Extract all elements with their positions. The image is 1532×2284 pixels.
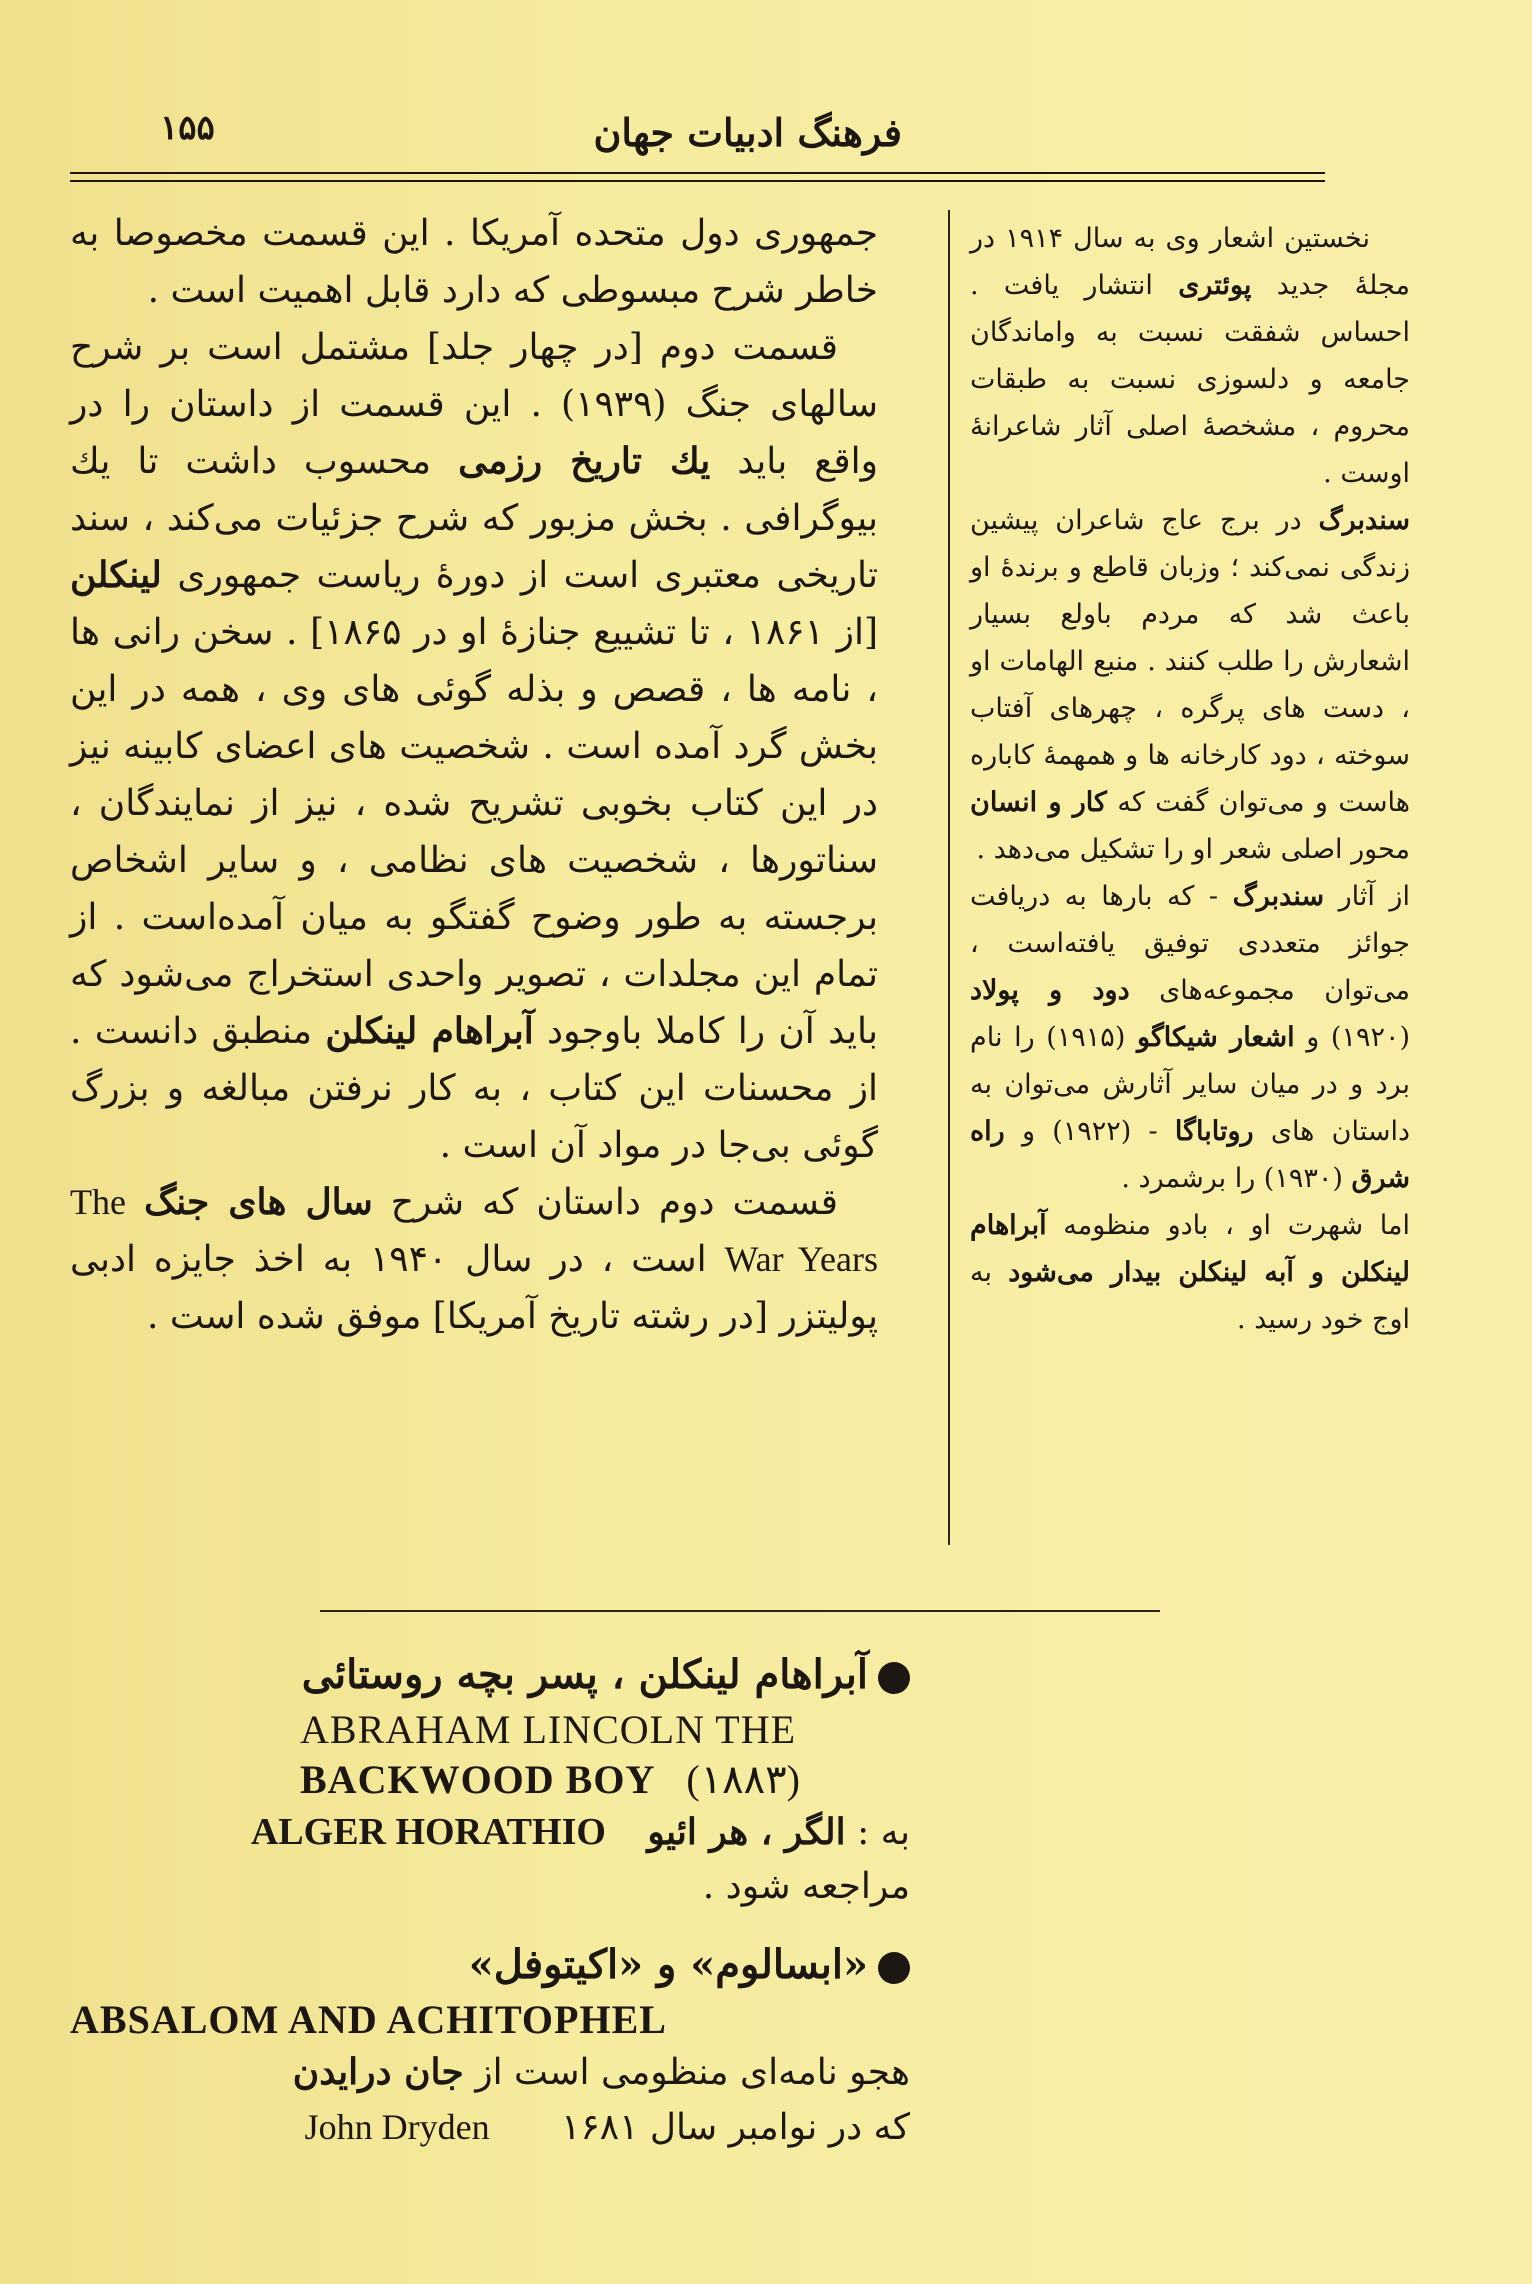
entry2-line-2	[70, 2100, 910, 2155]
entry2-line-2-fa: که در نوامبر سال ۱۶۸۱	[561, 2107, 910, 2148]
entry2-line-1-bold: جان درایدن	[292, 2051, 464, 2093]
page-number: ۱۵۵	[160, 108, 215, 148]
main-p3-latin-title: The War Years	[70, 1182, 878, 1279]
side-paragraph-4	[970, 1202, 1410, 1343]
main-p2-bold-2: لینکلن	[70, 554, 162, 596]
header-rule	[70, 172, 1325, 182]
main-p2-text-d: منطبق دانست . از محسنات این کتاب ، به کار نرفتن مبالغه و بزرگ گوئی بی‌جا در مواد آن است .	[70, 1011, 878, 1166]
column-divider	[948, 210, 950, 1545]
entry1-english-line-2	[70, 1755, 910, 1805]
entry2-title	[70, 1935, 910, 1995]
side-p3-bold-4: روتاباگا	[1174, 1116, 1254, 1147]
section-rule	[320, 1610, 1160, 1612]
side-p3-text-c: (۱۹۲۰) و	[1306, 1022, 1410, 1053]
entry1-ref-prefix: به :	[857, 1812, 910, 1853]
main-p3-text-b: است ، در سال ۱۹۴۰ به اخذ جایزه ادبی پولیتزر [در رشته تاریخ آمریکا] موفق شده است .	[70, 1239, 878, 1337]
side-p3-text-b: - که بارها به دریافت جوائز متعددی توفیق یافته‌است ، می‌توان مجموعه‌های	[970, 881, 1411, 1006]
side-p3-bold-5: راه شرق	[970, 1116, 1410, 1194]
entry2-line-1-text: هجو نامه‌ای منظومی است از	[475, 2052, 910, 2093]
side-p2-bold-2: کار و انسان	[970, 787, 1107, 818]
bullet-icon	[878, 1952, 910, 1984]
bullet-icon	[878, 1662, 910, 1694]
side-p3-bold-1: سندبرگ	[1232, 881, 1325, 912]
side-p3-text-d: (۱۹۱۵) را نام برد و در میان سایر آثارش می‌توان به داستان های	[970, 1022, 1410, 1147]
side-p3-bold-3: اشعار شیکاگو	[1137, 1022, 1295, 1053]
side-p2-text-a: در برج عاج شاعران پیشین زندگی نمی‌کند ؛ وزبان قاطع و برندهٔ او باعث شد که مردم باولع بسیار اشعارش را طلب کنند . منبع الهامات او ، دست های پرگره ، چهرهای آفتاب سوخته ، دود کارخانه ها و همهمهٔ کاباره هاست و می‌توان گفت که	[970, 505, 1410, 818]
entry1-title	[70, 1645, 910, 1705]
entry1-title-text: آبراهام لینکلن ، پسر بچه روستائی	[301, 1651, 868, 1698]
entry2-english-title: ABSALOM AND ACHITOPHEL	[70, 1997, 667, 2042]
main-paragraph-2	[70, 319, 878, 1174]
main-p3-bold: سال های جنگ	[143, 1181, 373, 1223]
entry2-title-text: «ابسالوم» و «اکیتوفل»	[468, 1941, 868, 1988]
running-header-title: فرهنگ ادبیات جهان	[593, 110, 902, 155]
main-p2-text-a: قسمت دوم [در چهار جلد] مشتمل است بر شرح سالهای جنگ (۱۹۳۹) . این قسمت از داستان را در واقع باید	[70, 327, 878, 482]
side-p4-bold: آبراهام لینکلن و آبه لینکلن بیدار می‌شود	[970, 1210, 1410, 1288]
side-column	[970, 215, 1410, 1343]
entry1-english-line-1: ABRAHAM LINCOLN THE	[300, 1707, 797, 1752]
main-p2-bold-1: یك تاریخ رزمی	[458, 440, 711, 482]
main-paragraph-1: جمهوری دول متحده آمریکا . این قسمت مخصوصا به خاطر شرح مبسوطی که دارد قابل اهمیت است .	[70, 213, 878, 311]
entry1-english-line-2-text: BACKWOOD BOY	[300, 1757, 656, 1802]
main-p2-text-c: [از ۱۸۶۱ ، تا تشییع جنازهٔ او در ۱۸۶۵] . سخن رانی ها ، نامه ها ، قصص و بذله گوئی های وی ، همه در این بخش گرد آمده است . شخصیت های اعضای کابینه نیز در این کتاب بخوبی تشریح شده ، نیز از نمایندگان ، سناتورها ، شخصیت های نظامی ، و سایر اشخاص برجسته به طور وضوح گفتگو به میان آمده‌است . از تمام این مجلدات ، تصویر واحدی استخراج می‌شود که باید آن را کاملا باوجود	[70, 612, 879, 1052]
entry1-ref-en: ALGER HORATHIO	[250, 1811, 606, 1853]
side-p1-bold: پوئتری	[1178, 270, 1252, 301]
side-p3-text-e: - (۱۹۲۲) و	[1021, 1116, 1158, 1147]
side-p2-text-b: محور اصلی شعر او را تشکیل می‌دهد .	[976, 834, 1410, 865]
side-p1-text-a: نخستین اشعار وی به سال ۱۹۱۴ در مجلهٔ جدید	[970, 223, 1410, 301]
main-p2-text-b: محسوب داشت تا یك بیوگرافی . بخش مزبور که شرح جزئیات می‌کند ، سند تاریخی معتبری است از دورهٔ ریاست جمهوری	[70, 441, 878, 596]
entry2-line-1	[70, 2045, 910, 2100]
side-paragraph-2	[970, 497, 1410, 873]
main-column	[70, 205, 878, 1345]
side-paragraph-1	[970, 215, 1410, 497]
side-p1-text-b: انتشار یافت . احساس شفقت نسبت به واماندگان جامعه و دلسوزی نسبت به طبقات محروم ، مشخصهٔ اصلی آثار شاعرانهٔ اوست .	[970, 270, 1410, 489]
main-paragraph-3	[70, 1174, 878, 1345]
main-p3-text-a: قسمت دوم داستان که شرح	[390, 1182, 838, 1223]
main-p2-bold-3: آبراهام لینکلن	[325, 1010, 534, 1052]
side-p3-bold-2: دود و پولاد	[970, 975, 1130, 1006]
entry1-reference	[70, 1805, 910, 1860]
side-p4-text-a: اما شهرت او ، بادو منظومه	[1063, 1210, 1410, 1241]
side-p4-text-b: به اوج خود رسید .	[970, 1257, 1410, 1335]
entry2-line-2-en: John Dryden	[304, 2107, 490, 2147]
entry1-ref-suffix: مراجعه شود .	[702, 1866, 910, 1907]
entry1-ref-fa: الگر ، هر ائیو	[647, 1811, 846, 1853]
side-p2-bold: سندبرگ	[1318, 505, 1410, 536]
side-p3-text-a: از آثار	[1338, 881, 1410, 912]
side-paragraph-3	[970, 873, 1410, 1202]
entry1-year: (۱۸۸۳)	[686, 1757, 801, 1802]
entry-absalom-and-achitophel	[70, 1935, 910, 2155]
entry-abraham-lincoln-backwood-boy	[70, 1645, 910, 1914]
side-p3-text-f: (۱۹۳۰) را برشمرد .	[1121, 1163, 1343, 1194]
